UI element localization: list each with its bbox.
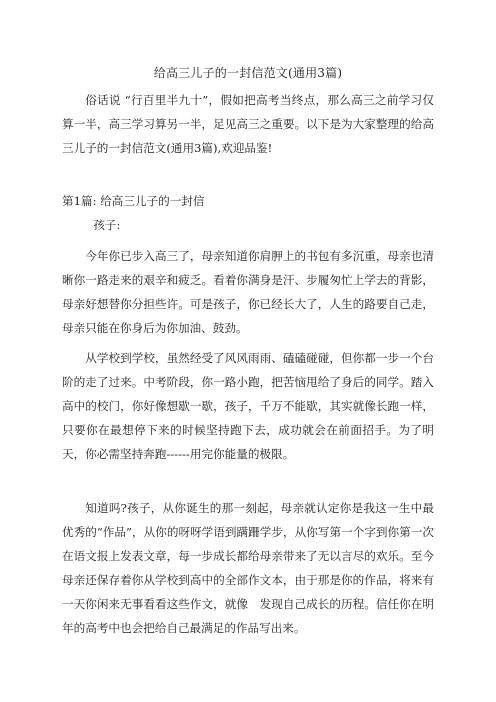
document-title: 给高三儿子的一封信范文(通用3篇) [153,66,343,80]
intro-paragraph: 俗话说 “行百里半九十”，假如把高考当终点，那么高三之前学习仅算一半，高三学习算另一半，足见高三之重要。以下是为大家整理的给高三儿子的一封信范文(通用3篇),欢迎品鉴! [62,93,434,155]
letter-greeting: 孩子: [93,218,121,232]
body-paragraph-3: 知道吗?孩子，从你诞生的那一刻起，母亲就认定你是我这一生中最优秀的“作品”，从你的呀呀学语到蹒跚学步，从你写第一个字到你第一次在语文报上发表文章，每一步成长都给母亲带来了无以言尽的欢乐。至今母亲还保存着你从学校到高中的全部作文本，由于那是你的作品，将来有一天你闲来无事看看这些作文，就像 发现自己成长的历程。信任你在明年的高考中也会把给自己最满足的作品写出来。 [62,501,434,635]
body-paragraph-1: 今年你已步入高三了，母亲知道你肩胛上的书包有多沉重，母亲也清晰你一路走来的艰辛和疲乏。看着你满身是汗、步履匆忙上学去的背影，母亲好想替你分担些许。可是孩子，你已经长大了，人生的路要自己走，母亲只能在你身后为你加油、鼓劲。 [62,249,434,335]
section-heading: 第1篇: 给高三儿子的一封信 [62,194,205,208]
body-paragraph-2: 从学校到学校，虽然经受了风风雨雨、磕磕碰碰，但你都一步一个台阶的走了过来。中考阶段，你一路小跑，把苦恼甩给了身后的同学。踏入高中的校门，你好像想歇一歇，孩子，千万不能歇，其实就像长跑一样，只要你在最想停下来的时候坚持跑下去，成功就会在前面招手。为了明天，你必需坚持奔跑------用完你能量的极限。 [62,351,434,461]
